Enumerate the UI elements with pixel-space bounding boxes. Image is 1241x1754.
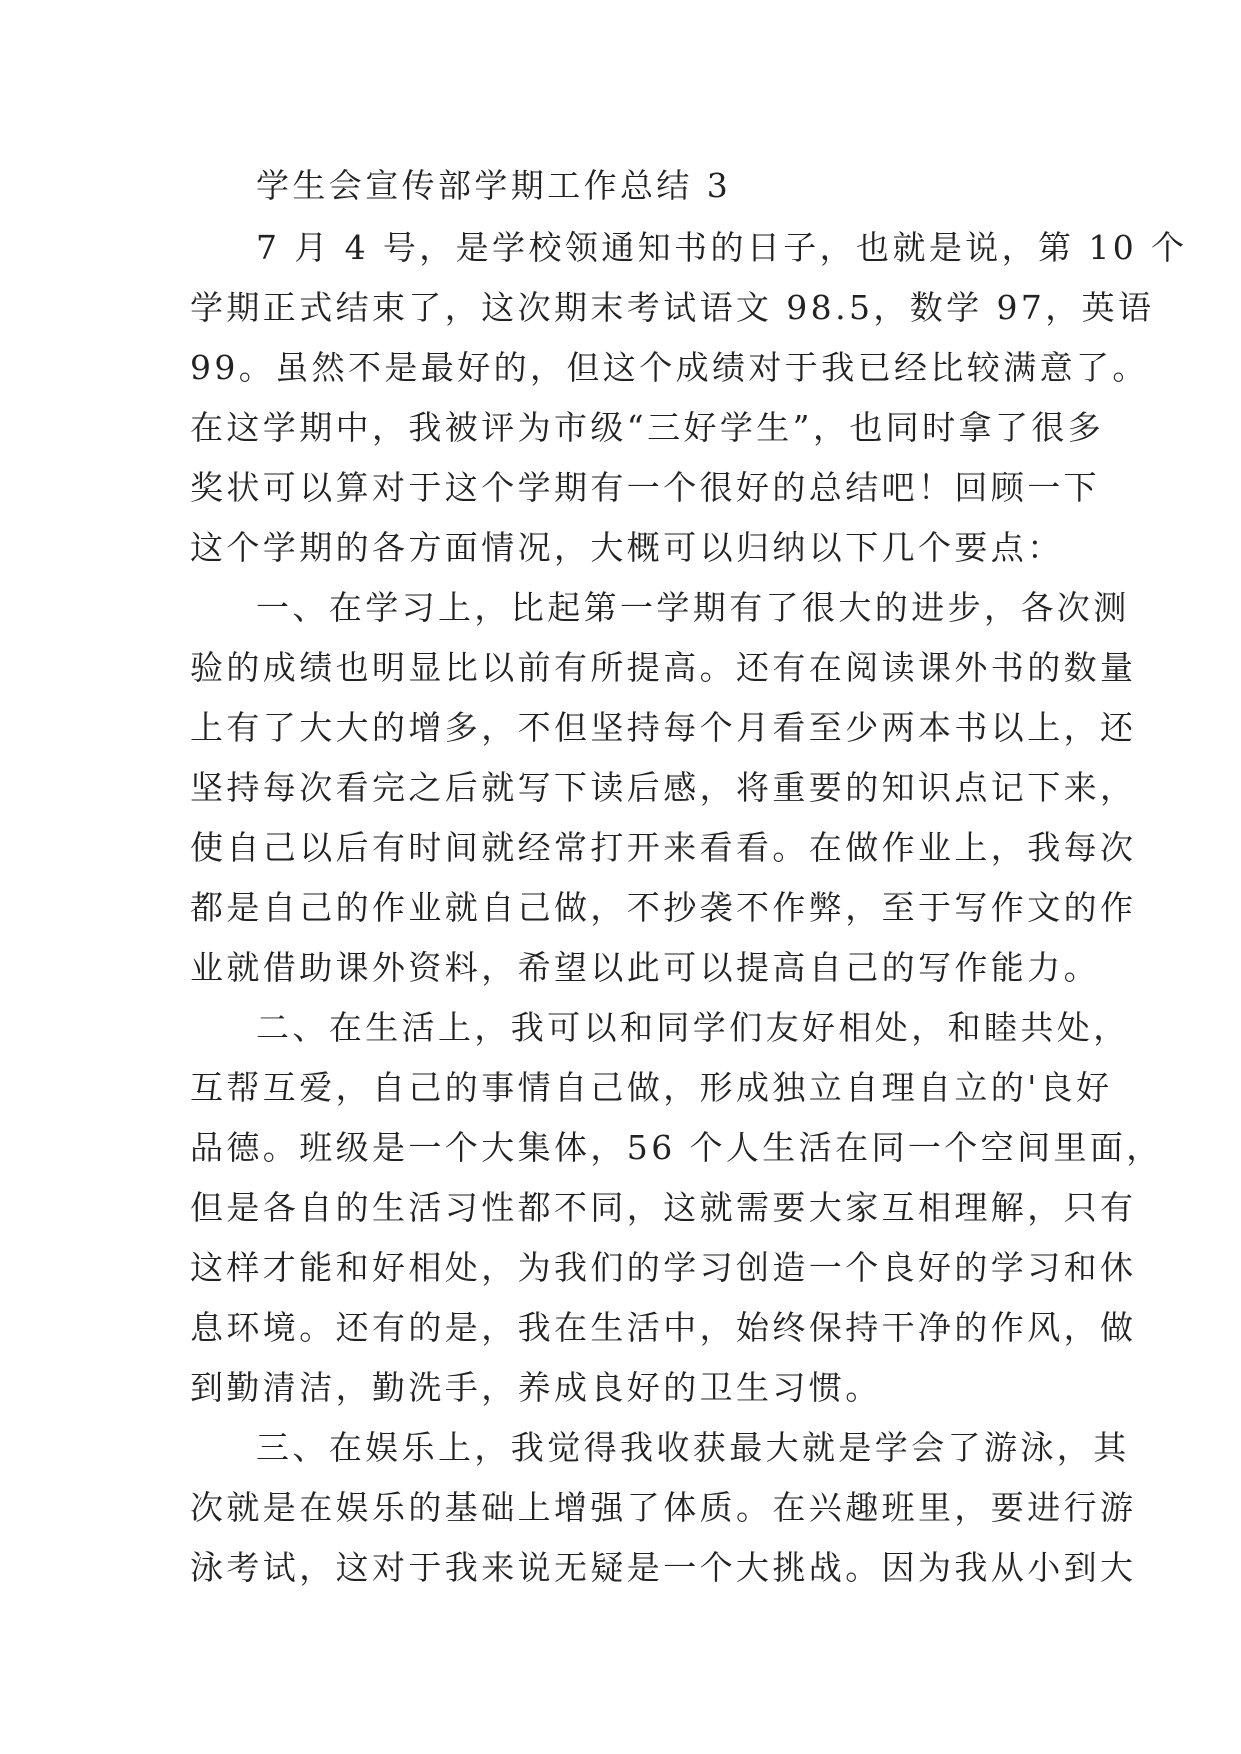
- text-line: 坚持每次看完之后就写下读后感，将重要的知识点记下来，: [190, 768, 1137, 807]
- text-line: 上有了大大的增多，不但坚持每个月看至少两本书以上，还: [190, 708, 1137, 747]
- text-line: 这样才能和好相处，为我们的学习创造一个良好的学习和休: [190, 1248, 1137, 1287]
- text-line: 互帮互爱，自己的事情自己做，形成独立自理自立的'良好: [190, 1068, 1113, 1107]
- text-line: 验的成绩也明显比以前有所提高。还有在阅读课外书的数量: [190, 648, 1137, 687]
- text-line: 99。虽然不是最好的，但这个成绩对于我已经比较满意了。: [190, 348, 1149, 387]
- text-line: 奖状可以算对于这个学期有一个很好的总结吧！回顾一下: [190, 468, 1100, 507]
- text-line: 7 月 4 号，是学校领通知书的日子，也就是说，第 10 个: [256, 228, 1188, 267]
- document-title: 学生会宣传部学期工作总结 3: [256, 166, 732, 205]
- text-line: 泳考试，这对于我来说无疑是一个大挑战。因为我从小到大: [190, 1548, 1137, 1587]
- text-line: 使自己以后有时间就经常打开来看看。在做作业上，我每次: [190, 828, 1137, 867]
- text-line: 都是自己的作业就自己做，不抄袭不作弊，至于写作文的作: [190, 888, 1137, 927]
- text-line: 在这学期中，我被评为市级“三好学生”，也同时拿了很多: [190, 408, 1105, 447]
- text-line: 这个学期的各方面情况，大概可以归纳以下几个要点：: [190, 528, 1064, 567]
- text-line: 一、在学习上，比起第一学期有了很大的进步，各次测: [256, 588, 1130, 627]
- text-line: 三、在娱乐上，我觉得我收获最大就是学会了游泳，其: [256, 1428, 1130, 1467]
- text-line: 业就借助课外资料，希望以此可以提高自己的写作能力。: [190, 948, 1100, 987]
- text-line: 二、在生活上，我可以和同学们友好相处，和睦共处，: [256, 1008, 1130, 1047]
- text-line: 息环境。还有的是，我在生活中，始终保持干净的作风，做: [190, 1308, 1137, 1347]
- text-line: 学期正式结束了，这次期末考试语文 98.5，数学 97，英语: [190, 288, 1155, 327]
- text-line: 但是各自的生活习性都不同，这就需要大家互相理解，只有: [190, 1188, 1137, 1227]
- text-line: 到勤清洁，勤洗手，养成良好的卫生习惯。: [190, 1368, 882, 1407]
- text-line: 次就是在娱乐的基础上增强了体质。在兴趣班里，要进行游: [190, 1488, 1137, 1527]
- text-line: 品德。班级是一个大集体，56 个人生活在同一个空间里面，: [190, 1128, 1163, 1167]
